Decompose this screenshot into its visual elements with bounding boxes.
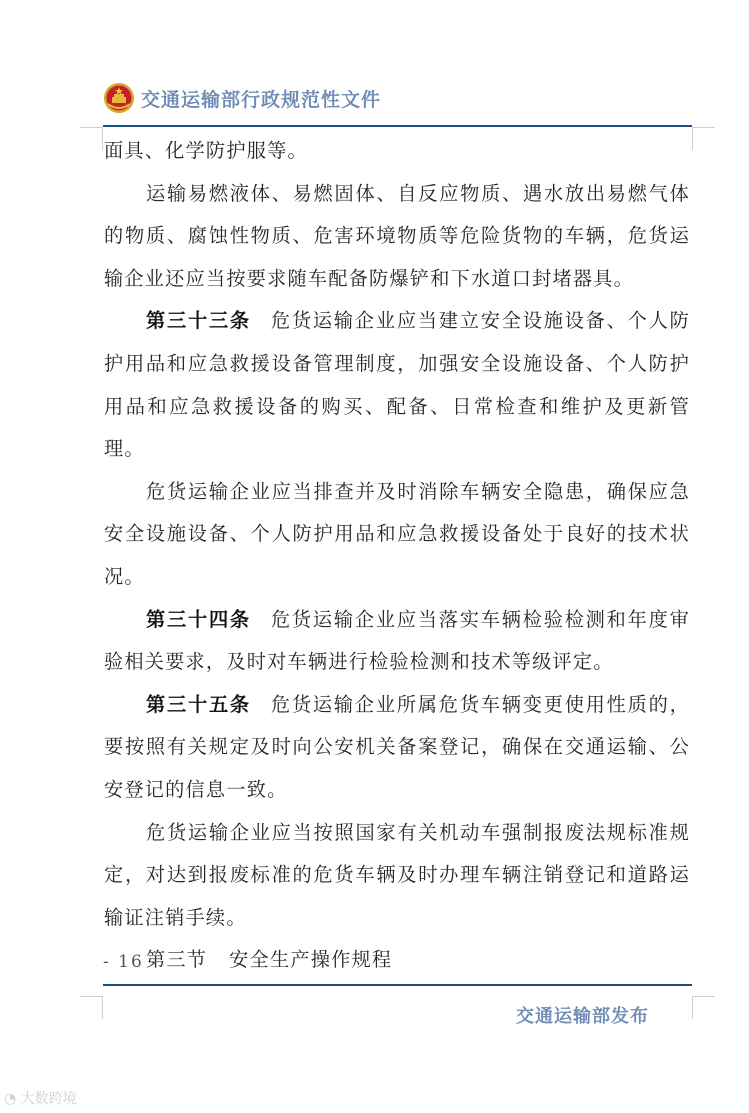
header-title: 交通运输部行政规范性文件 bbox=[141, 88, 382, 111]
article-number: 第三十四条 bbox=[146, 607, 251, 631]
section-heading bbox=[104, 939, 690, 982]
paragraph-text: 危货运输企业所属危货车辆变更使用性质的，要按照有关规定及时向公安机关备案登记，确保在交通运输、公安登记的信息一致。 bbox=[104, 692, 691, 801]
article-paragraph bbox=[104, 599, 690, 684]
watermark-text: 大数跨境 bbox=[20, 1091, 77, 1107]
paragraph-text: 危货运输企业应当建立安全设施设备、个人防护用品和应急救援设备管理制度，加强安全设施设备、个人防护用品和应急救援设备的购买、配备、日常检查和维护及更新管理。 bbox=[104, 309, 691, 461]
crop-mark-bottom-right bbox=[692, 996, 715, 1019]
article-number: 第三十三条 bbox=[146, 309, 251, 333]
paragraph-text: 危货运输企业应当按照国家有关机动车强制报废法规标准规定，对达到报废标准的危货车辆及时办理车辆注销登记和道路运输证注销手续。 bbox=[104, 820, 690, 929]
watermark bbox=[4, 1088, 77, 1108]
paragraph bbox=[104, 471, 690, 599]
paragraph bbox=[104, 812, 690, 940]
paragraph-text: 运输易燃液体、易燃固体、自反应物质、遇水放出易燃气体的物质、腐蚀性物质、危害环境物质等危险货物的车辆，危货运输企业还应当按要求随车配备防爆铲和下水道口封堵器具。 bbox=[104, 181, 690, 290]
section-title: 安全生产操作规程 bbox=[229, 948, 393, 972]
article-number: 第三十五条 bbox=[146, 692, 251, 716]
paragraph-text: 危货运输企业应当落实车辆检验检测和年度审验相关要求，及时对车辆进行检验检测和技术等级评定。 bbox=[104, 607, 691, 674]
article-paragraph bbox=[104, 684, 690, 812]
paragraph bbox=[104, 130, 690, 173]
crop-mark-top-left bbox=[80, 127, 103, 150]
crop-mark-top-right bbox=[692, 127, 715, 150]
national-emblem-icon bbox=[103, 82, 135, 114]
section-number: 第三节 bbox=[146, 948, 208, 972]
paragraph-text: 危货运输企业应当排查并及时消除车辆安全隐患，确保应急安全设施设备、个人防护用品和应急救援设备处于良好的技术状况。 bbox=[104, 479, 690, 588]
document-header bbox=[103, 78, 381, 118]
header-divider bbox=[103, 125, 692, 127]
article-paragraph bbox=[104, 300, 690, 470]
document-body bbox=[104, 130, 690, 982]
watermark-logo-icon: ◔ bbox=[4, 1091, 21, 1107]
publisher-label: 交通运输部发布 bbox=[516, 1006, 649, 1027]
footer-divider bbox=[103, 984, 692, 986]
page-number: - 16 - bbox=[103, 952, 159, 972]
paragraph bbox=[104, 173, 690, 301]
crop-mark-bottom-left bbox=[80, 996, 103, 1019]
paragraph-text: 面具、化学防护服等。 bbox=[104, 139, 308, 162]
